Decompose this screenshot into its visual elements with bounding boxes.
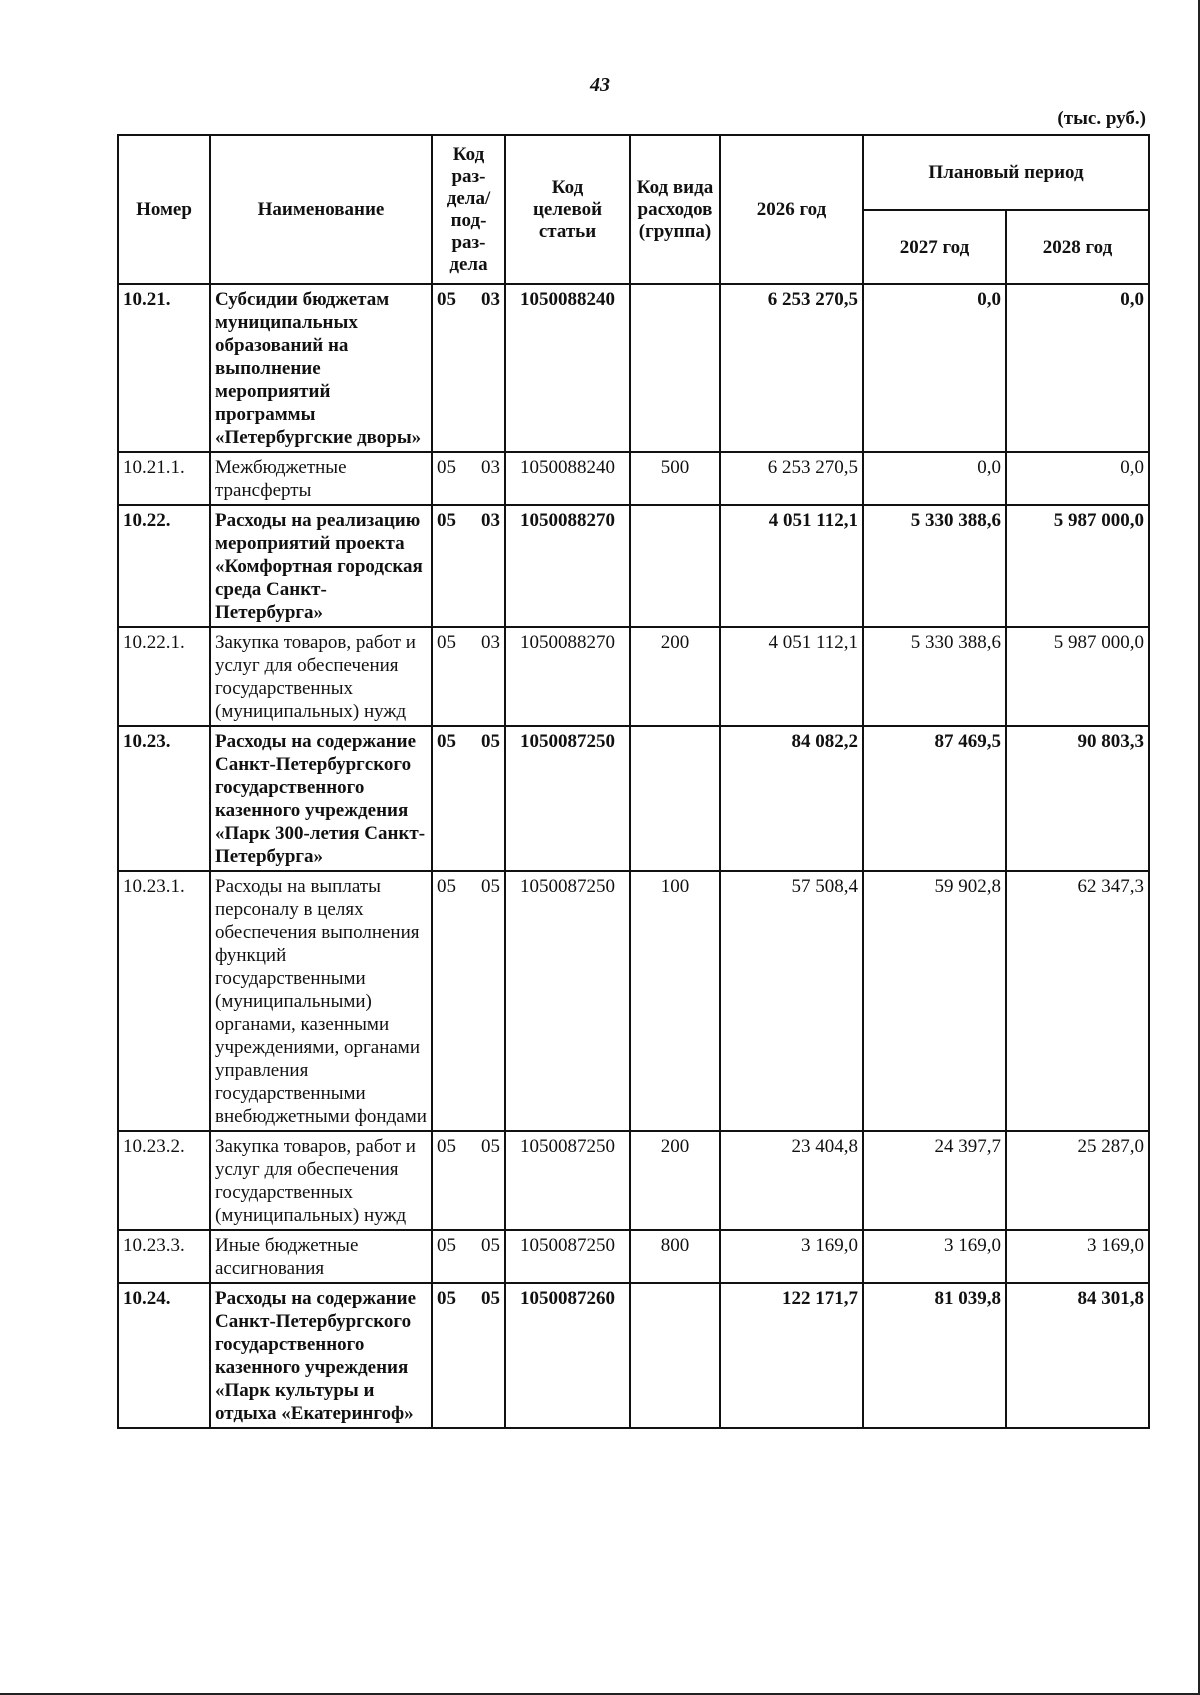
row-section-code: [432, 505, 505, 627]
table-row: [118, 505, 1149, 627]
budget-table: [117, 134, 1150, 1429]
row-name: Иные бюджетные ассигнования: [210, 1230, 432, 1283]
table-row: [118, 1131, 1149, 1230]
row-amount-2027: 24 397,7: [863, 1131, 1006, 1230]
table-row: [118, 726, 1149, 871]
section: 05: [437, 510, 456, 531]
row-amount-2026: 122 171,7: [720, 1283, 863, 1428]
table-row: [118, 452, 1149, 505]
row-name: Межбюджетные трансферты: [210, 452, 432, 505]
header-year-2026: 2026 год: [720, 135, 863, 284]
row-expense-type: [630, 284, 720, 452]
section-pair: [437, 1234, 500, 1257]
row-expense-type: 200: [630, 1131, 720, 1230]
row-amount-2027: 5 330 388,6: [863, 627, 1006, 726]
row-expense-type: [630, 726, 720, 871]
section-pair: [437, 1135, 500, 1158]
row-amount-2028: 5 987 000,0: [1006, 627, 1149, 726]
row-expense-type: 100: [630, 871, 720, 1131]
row-section-code: [432, 452, 505, 505]
row-amount-2026: 6 253 270,5: [720, 452, 863, 505]
row-amount-2026: 3 169,0: [720, 1230, 863, 1283]
section: 05: [437, 1288, 456, 1309]
header-year-2027: 2027 год: [863, 210, 1006, 284]
subsection: 03: [481, 510, 500, 531]
row-target-code: 1050088270: [505, 505, 630, 627]
section-pair: [437, 1287, 500, 1310]
section: 05: [437, 632, 456, 653]
header-name: Наименование: [210, 135, 432, 284]
row-amount-2028: 5 987 000,0: [1006, 505, 1149, 627]
row-section-code: [432, 1131, 505, 1230]
row-target-code: 1050088240: [505, 284, 630, 452]
row-name: Расходы на содержание Санкт-Петербургского государственного казенного учреждения «Парк культуры и отдыха «Екатерингоф»: [210, 1283, 432, 1428]
row-amount-2026: 4 051 112,1: [720, 627, 863, 726]
header-number: Номер: [118, 135, 210, 284]
section: 05: [437, 1136, 456, 1157]
row-amount-2028: 3 169,0: [1006, 1230, 1149, 1283]
subsection: 03: [481, 457, 500, 478]
section-pair: [437, 288, 500, 311]
subsection: 05: [481, 1235, 500, 1256]
subsection: 05: [481, 731, 500, 752]
row-number: 10.21.1.: [118, 452, 210, 505]
row-amount-2027: 59 902,8: [863, 871, 1006, 1131]
row-amount-2028: 0,0: [1006, 452, 1149, 505]
header-target-code: Код целевой статьи: [505, 135, 630, 284]
row-name: Закупка товаров, работ и услуг для обеспечения государственных (муниципальных) нужд: [210, 627, 432, 726]
row-target-code: 1050087250: [505, 726, 630, 871]
table-body: [118, 284, 1149, 1428]
table-row: [118, 284, 1149, 452]
section-pair: [437, 509, 500, 532]
section: 05: [437, 1235, 456, 1256]
row-name: Закупка товаров, работ и услуг для обеспечения государственных (муниципальных) нужд: [210, 1131, 432, 1230]
row-expense-type: [630, 1283, 720, 1428]
row-target-code: 1050088270: [505, 627, 630, 726]
row-amount-2027: 0,0: [863, 452, 1006, 505]
section: 05: [437, 731, 456, 752]
row-amount-2028: 84 301,8: [1006, 1283, 1149, 1428]
row-section-code: [432, 871, 505, 1131]
header-expense-type: Код вида расходов (группа): [630, 135, 720, 284]
row-section-code: [432, 284, 505, 452]
row-name: Расходы на выплаты персоналу в целях обеспечения выполнения функций государственными (муниципальными) органами, казенными учреждениями, органами управления государственными внебюджетными фондами: [210, 871, 432, 1131]
section-pair: [437, 456, 500, 479]
row-amount-2027: 81 039,8: [863, 1283, 1006, 1428]
row-target-code: 1050087250: [505, 1131, 630, 1230]
table-header: [118, 135, 1149, 284]
row-expense-type: 200: [630, 627, 720, 726]
row-amount-2026: 23 404,8: [720, 1131, 863, 1230]
row-amount-2028: 90 803,3: [1006, 726, 1149, 871]
row-amount-2027: 5 330 388,6: [863, 505, 1006, 627]
section: 05: [437, 876, 456, 897]
section-pair: [437, 631, 500, 654]
row-section-code: [432, 627, 505, 726]
subsection: 05: [481, 1288, 500, 1309]
row-amount-2028: 0,0: [1006, 284, 1149, 452]
section: 05: [437, 457, 456, 478]
header-section: Код раз-дела/ под-раз-дела: [432, 135, 505, 284]
row-name: Расходы на содержание Санкт-Петербургского государственного казенного учреждения «Парк 300-летия Санкт-Петербурга»: [210, 726, 432, 871]
row-target-code: 1050087260: [505, 1283, 630, 1428]
subsection: 03: [481, 632, 500, 653]
header-year-2028: 2028 год: [1006, 210, 1149, 284]
row-amount-2027: 87 469,5: [863, 726, 1006, 871]
row-target-code: 1050088240: [505, 452, 630, 505]
section-pair: [437, 875, 500, 898]
page-number: 43: [590, 74, 610, 96]
row-number: 10.22.: [118, 505, 210, 627]
subsection: 05: [481, 876, 500, 897]
row-target-code: 1050087250: [505, 871, 630, 1131]
table-row: [118, 1283, 1149, 1428]
row-amount-2026: 57 508,4: [720, 871, 863, 1131]
units-label: (тыс. руб.): [1057, 108, 1146, 129]
row-amount-2026: 4 051 112,1: [720, 505, 863, 627]
section: 05: [437, 289, 456, 310]
row-amount-2027: 3 169,0: [863, 1230, 1006, 1283]
row-number: 10.21.: [118, 284, 210, 452]
row-amount-2026: 84 082,2: [720, 726, 863, 871]
row-amount-2028: 25 287,0: [1006, 1131, 1149, 1230]
row-amount-2026: 6 253 270,5: [720, 284, 863, 452]
table-row: [118, 627, 1149, 726]
row-name: Субсидии бюджетам муниципальных образований на выполнение мероприятий программы «Петербургские дворы»: [210, 284, 432, 452]
row-target-code: 1050087250: [505, 1230, 630, 1283]
row-number: 10.24.: [118, 1283, 210, 1428]
row-name: Расходы на реализацию мероприятий проекта «Комфортная городская среда Санкт-Петербурга»: [210, 505, 432, 627]
row-section-code: [432, 726, 505, 871]
row-expense-type: 800: [630, 1230, 720, 1283]
subsection: 05: [481, 1136, 500, 1157]
row-number: 10.22.1.: [118, 627, 210, 726]
row-section-code: [432, 1230, 505, 1283]
row-number: 10.23.: [118, 726, 210, 871]
subsection: 03: [481, 289, 500, 310]
table-row: [118, 1230, 1149, 1283]
row-expense-type: [630, 505, 720, 627]
row-number: 10.23.3.: [118, 1230, 210, 1283]
row-amount-2027: 0,0: [863, 284, 1006, 452]
row-expense-type: 500: [630, 452, 720, 505]
row-amount-2028: 62 347,3: [1006, 871, 1149, 1131]
row-number: 10.23.2.: [118, 1131, 210, 1230]
table-row: [118, 871, 1149, 1131]
header-planned-period: Плановый период: [863, 135, 1149, 210]
section-pair: [437, 730, 500, 753]
row-section-code: [432, 1283, 505, 1428]
row-number: 10.23.1.: [118, 871, 210, 1131]
